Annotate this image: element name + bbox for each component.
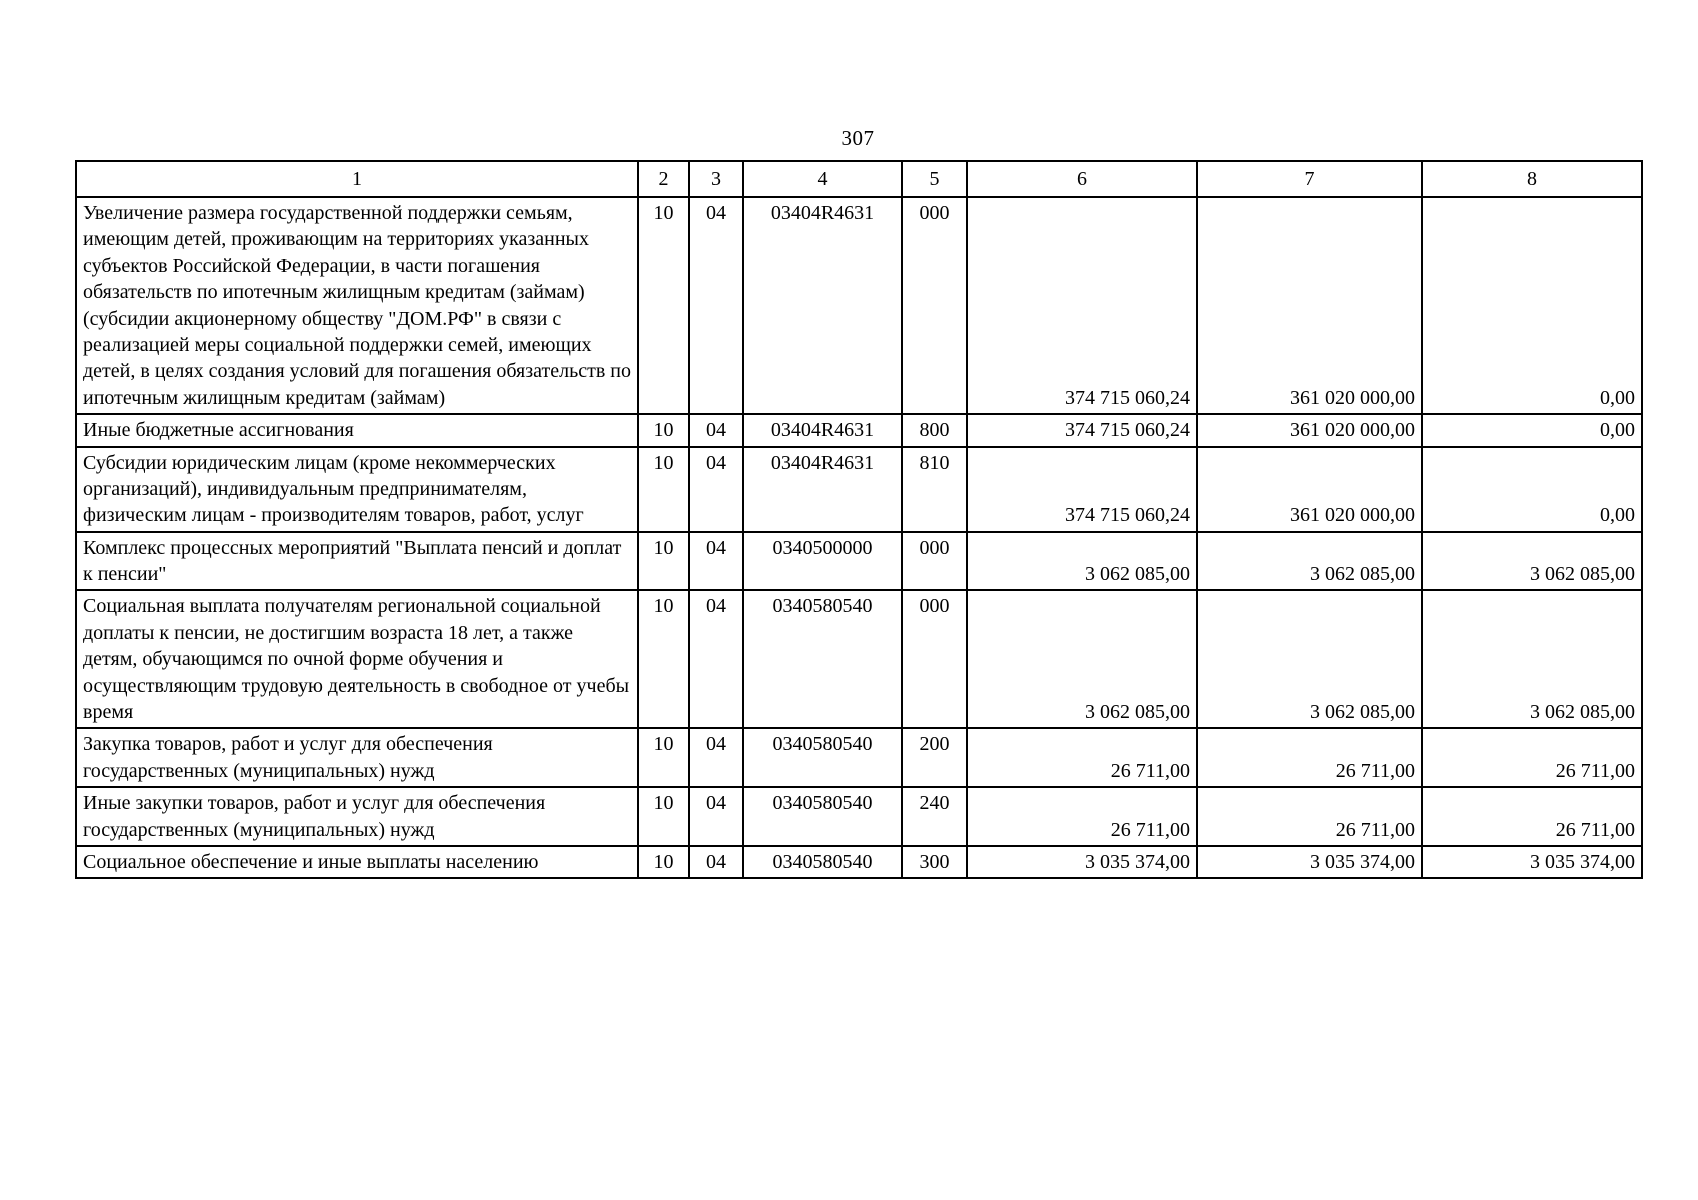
table-row [76,590,1642,728]
name-cell: Субсидии юридическим лицам (кроме некоммерческих организаций), индивидуальным предпринимателям, физическим лицам - производителям товаров, работ, услуг [76,447,638,532]
code-cell-5: 000 [902,532,967,591]
amount-cell-7: 3 062 085,00 [1197,590,1422,728]
code-cell-3: 04 [689,787,743,846]
amount-cell-7: 361 020 000,00 [1197,414,1422,446]
column-header-7: 7 [1197,161,1422,197]
code-cell-4: 0340500000 [743,532,902,591]
budget-table [75,160,1643,879]
page-number: 307 [841,126,875,150]
column-header-1: 1 [76,161,638,197]
name-cell: Социальное обеспечение и иные выплаты населению [76,846,638,878]
table-header-row [76,161,1642,197]
amount-cell-6: 374 715 060,24 [967,197,1197,414]
code-cell-2: 10 [638,846,689,878]
code-cell-5: 240 [902,787,967,846]
code-cell-5: 000 [902,590,967,728]
code-cell-3: 04 [689,197,743,414]
code-cell-5: 000 [902,197,967,414]
amount-cell-6: 374 715 060,24 [967,447,1197,532]
name-cell: Комплекс процессных мероприятий "Выплата пенсий и доплат к пенсии" [76,532,638,591]
table-row [76,414,1642,446]
code-cell-2: 10 [638,414,689,446]
amount-cell-8: 26 711,00 [1422,728,1642,787]
column-header-5: 5 [902,161,967,197]
amount-cell-7: 26 711,00 [1197,787,1422,846]
amount-cell-6: 3 035 374,00 [967,846,1197,878]
code-cell-3: 04 [689,728,743,787]
code-cell-3: 04 [689,846,743,878]
code-cell-2: 10 [638,447,689,532]
code-cell-4: 0340580540 [743,846,902,878]
amount-cell-7: 3 035 374,00 [1197,846,1422,878]
code-cell-3: 04 [689,532,743,591]
column-header-4: 4 [743,161,902,197]
column-header-8: 8 [1422,161,1642,197]
code-cell-4: 03404R4631 [743,447,902,532]
table-row [76,447,1642,532]
amount-cell-6: 26 711,00 [967,787,1197,846]
amount-cell-8: 3 035 374,00 [1422,846,1642,878]
code-cell-4: 0340580540 [743,787,902,846]
amount-cell-7: 26 711,00 [1197,728,1422,787]
code-cell-5: 810 [902,447,967,532]
table-row [76,728,1642,787]
amount-cell-8: 3 062 085,00 [1422,532,1642,591]
code-cell-2: 10 [638,728,689,787]
name-cell: Увеличение размера государственной поддержки семьям, имеющим детей, проживающим на территориях указанных субъектов Российской Федерации, в части погашения обязательств по ипотечным жилищным кредитам (займам) (субсидии акционерному обществу "ДОМ.РФ" в связи с реализацией меры социальной поддержки семей, имеющих детей, в целях создания условий для погашения обязательств по ипотечным жилищным кредитам (займам) [76,197,638,414]
amount-cell-8: 26 711,00 [1422,787,1642,846]
code-cell-5: 200 [902,728,967,787]
amount-cell-8: 3 062 085,00 [1422,590,1642,728]
amount-cell-6: 3 062 085,00 [967,532,1197,591]
amount-cell-8: 0,00 [1422,447,1642,532]
code-cell-3: 04 [689,447,743,532]
table-row [76,197,1642,414]
code-cell-3: 04 [689,590,743,728]
column-header-6: 6 [967,161,1197,197]
amount-cell-7: 3 062 085,00 [1197,532,1422,591]
column-header-3: 3 [689,161,743,197]
code-cell-5: 300 [902,846,967,878]
amount-cell-8: 0,00 [1422,197,1642,414]
name-cell: Иные бюджетные ассигнования [76,414,638,446]
code-cell-3: 04 [689,414,743,446]
code-cell-2: 10 [638,532,689,591]
code-cell-4: 03404R4631 [743,197,902,414]
code-cell-2: 10 [638,787,689,846]
amount-cell-6: 3 062 085,00 [967,590,1197,728]
table-row [76,532,1642,591]
code-cell-2: 10 [638,590,689,728]
amount-cell-6: 374 715 060,24 [967,414,1197,446]
table-row [76,787,1642,846]
code-cell-4: 03404R4631 [743,414,902,446]
code-cell-4: 0340580540 [743,590,902,728]
amount-cell-8: 0,00 [1422,414,1642,446]
code-cell-2: 10 [638,197,689,414]
amount-cell-7: 361 020 000,00 [1197,197,1422,414]
amount-cell-7: 361 020 000,00 [1197,447,1422,532]
table-row [76,846,1642,878]
code-cell-4: 0340580540 [743,728,902,787]
name-cell: Иные закупки товаров, работ и услуг для обеспечения государственных (муниципальных) нужд [76,787,638,846]
amount-cell-6: 26 711,00 [967,728,1197,787]
column-header-2: 2 [638,161,689,197]
name-cell: Закупка товаров, работ и услуг для обеспечения государственных (муниципальных) нужд [76,728,638,787]
name-cell: Социальная выплата получателям региональной социальной доплаты к пенсии, не достигшим возраста 18 лет, а также детям, обучающимся по очной форме обучения и осуществляющим трудовую деятельность в свободное от учебы время [76,590,638,728]
code-cell-5: 800 [902,414,967,446]
